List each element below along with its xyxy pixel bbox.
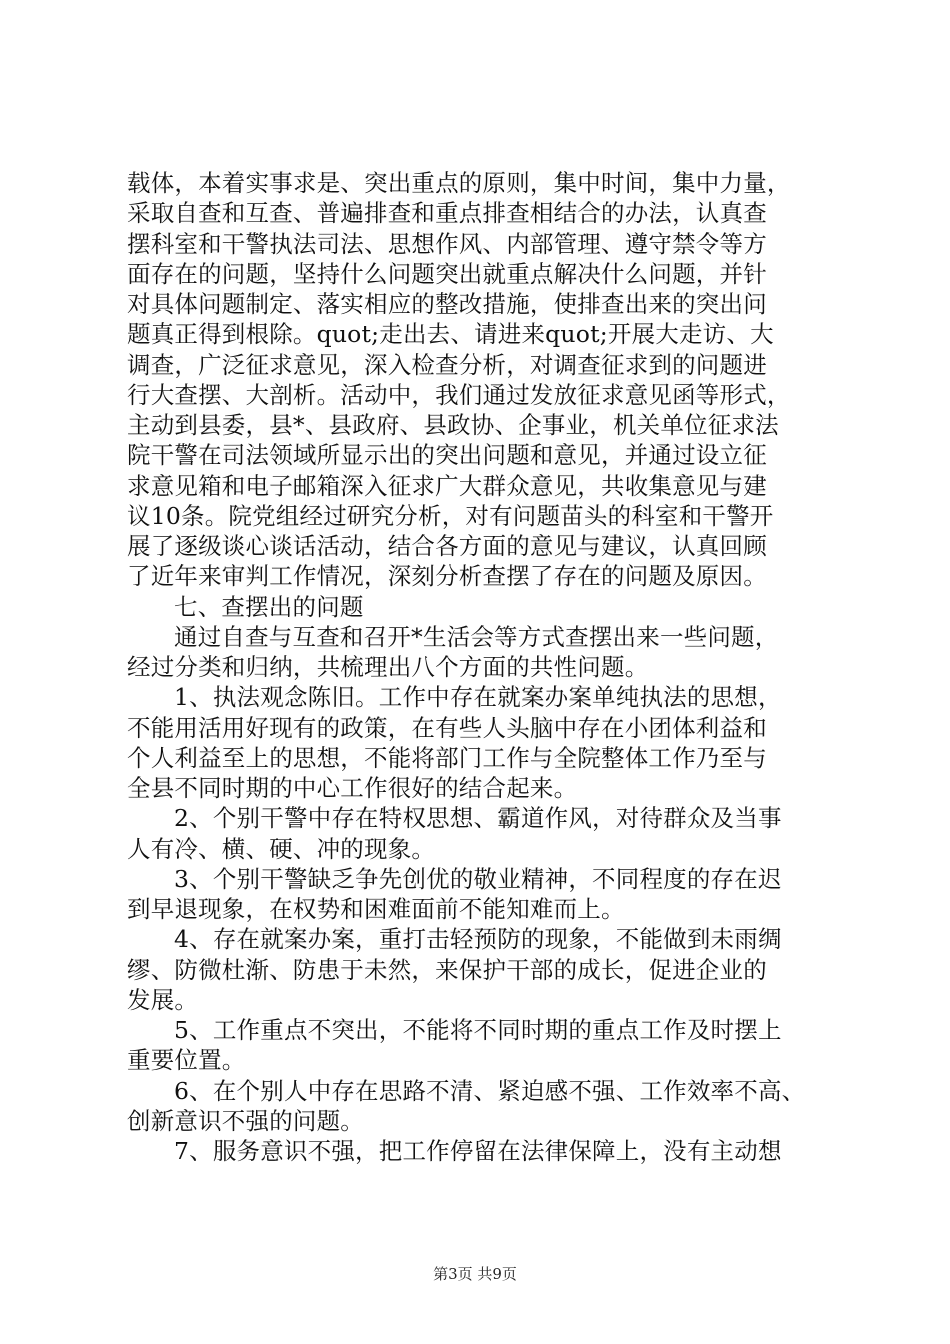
text-line: 经过分类和归纳，共梳理出八个方面的共性问题。 <box>127 653 649 681</box>
text-line: 到早退现象，在权势和困难面前不能知难而上。 <box>127 895 625 923</box>
text-line: 缪、防微杜渐、防患于未然，来保护干部的成长，促进企业的 <box>127 955 767 984</box>
text-line: 对具体问题制定、落实相应的整改措施，使排查出来的突出问 <box>127 290 767 318</box>
text-line: 创新意识不强的问题。 <box>127 1106 364 1135</box>
text-line: 展了逐级谈心谈话活动，结合各方面的意见与建议，认真回顾 <box>127 532 767 560</box>
list-item-2-line: 2、个别干警中存在特权思想、霸道作风，对待群众及当事 <box>174 804 782 833</box>
list-item-3-line: 3、个别干警缺乏争先创优的敬业精神，不同程度的存在迟 <box>174 864 782 893</box>
text-line: 主动到县委，县*、县政府、县政协、企事业，机关单位征求法 <box>127 411 779 439</box>
text-line: 面存在的问题，坚持什么问题突出就重点解决什么问题，并针 <box>127 259 767 288</box>
list-item-5-line: 5、工作重点不突出，不能将不同时期的重点工作及时摆上 <box>174 1016 782 1044</box>
text-line: 全县不同时期的中心工作很好的结合起来。 <box>127 774 578 802</box>
text-line: 摆科室和干警执法司法、思想作风、内部管理、遵守禁令等方 <box>127 229 767 258</box>
list-item-4-line: 4、存在就案办案，重打击轻预防的现象，不能做到未雨绸 <box>174 925 782 954</box>
text-line: 采取自查和互查、普遍排查和重点排查相结合的办法，认真查 <box>127 199 767 228</box>
text-line: 发展。 <box>127 985 199 1014</box>
list-item-1-line: 1、执法观念陈旧。工作中存在就案办案单纯执法的思想， <box>174 683 782 712</box>
section-heading: 七、查摆出的问题 <box>174 592 364 621</box>
page-footer <box>0 1264 950 1284</box>
paragraph-start-line: 通过自查与互查和召开*生活会等方式查摆出来一些问题， <box>174 622 779 651</box>
text-line: 院干警在司法领域所显示出的突出问题和意见，并通过设立征 <box>127 441 767 470</box>
text-line: 人有冷、横、硬、冲的现象。 <box>127 834 436 863</box>
text-line: 载体，本着实事求是、突出重点的原则，集中时间，集中力量， <box>127 169 791 197</box>
text-line: 求意见箱和电子邮箱深入征求广大群众意见，共收集意见与建 <box>127 471 767 500</box>
text-line: 调查，广泛征求意见，深入检查分析，对调查征求到的问题进 <box>127 350 767 379</box>
text-line: 个人利益至上的思想，不能将部门工作与全院整体工作乃至与 <box>127 743 767 772</box>
page-number: 第3页 共9页 <box>433 1265 517 1283</box>
text-line: 了近年来审判工作情况，深刻分析查摆了存在的问题及原因。 <box>127 562 767 591</box>
text-line: 不能用活用好现有的政策，在有些人头脑中存在小团体利益和 <box>127 713 767 742</box>
list-item-6-line: 6、在个别人中存在思路不清、紧迫感不强、工作效率不高、 <box>174 1076 806 1105</box>
text-line: 重要位置。 <box>127 1046 246 1075</box>
list-item-7-line: 7、服务意识不强，把工作停留在法律保障上，没有主动想 <box>174 1137 782 1165</box>
text-line: 行大查摆、大剖析。活动中，我们通过发放征求意见函等形式， <box>127 380 791 409</box>
text-line: 题真正得到根除。quot;走出去、请进来quot;开展大走访、大 <box>127 320 774 349</box>
body-text <box>127 168 837 1166</box>
text-line: 议10条。院党组经过研究分析，对有问题苗头的科室和干警开 <box>127 501 774 530</box>
